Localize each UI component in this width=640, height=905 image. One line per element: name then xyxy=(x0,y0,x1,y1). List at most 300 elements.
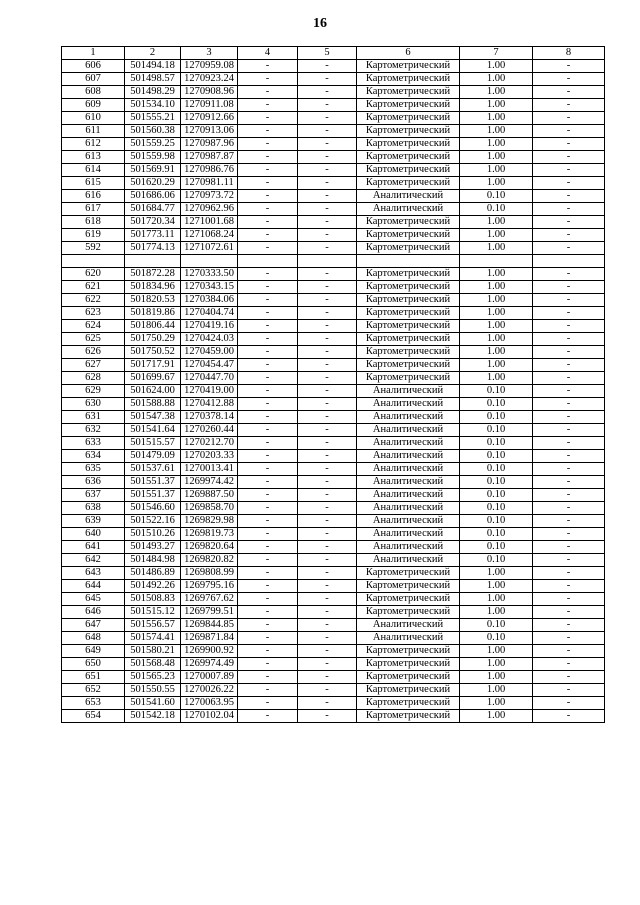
point-number-cell: 629 xyxy=(62,385,125,398)
point-number-cell xyxy=(62,255,125,268)
accuracy-cell: 1.00 xyxy=(460,229,533,242)
point-number-cell: 612 xyxy=(62,138,125,151)
col-5-cell: - xyxy=(298,476,357,489)
col-8-cell: - xyxy=(533,697,605,710)
col-4-cell: - xyxy=(238,385,298,398)
coordinate-x-cell: 501556.57 xyxy=(125,619,181,632)
point-number-cell: 630 xyxy=(62,398,125,411)
col-4-cell: - xyxy=(238,489,298,502)
coordinate-x-cell: 501717.91 xyxy=(125,359,181,372)
col-4-cell: - xyxy=(238,554,298,567)
col-4-cell: - xyxy=(238,619,298,632)
method-cell: Картометрический xyxy=(357,73,460,86)
col-4-cell: - xyxy=(238,684,298,697)
accuracy-cell: 0.10 xyxy=(460,515,533,528)
col-4-cell: - xyxy=(238,177,298,190)
table-row xyxy=(62,606,605,619)
accuracy-cell: 0.10 xyxy=(460,424,533,437)
col-4-cell: - xyxy=(238,346,298,359)
point-number-cell: 628 xyxy=(62,372,125,385)
coordinate-y-cell: 1270908.96 xyxy=(181,86,238,99)
coordinate-y-cell: 1270419.00 xyxy=(181,385,238,398)
coordinate-y-cell: 1270911.08 xyxy=(181,99,238,112)
method-cell: Картометрический xyxy=(357,60,460,73)
method-cell: Картометрический xyxy=(357,99,460,112)
col-8-cell: - xyxy=(533,450,605,463)
point-number-cell: 647 xyxy=(62,619,125,632)
method-cell: Картометрический xyxy=(357,138,460,151)
accuracy-cell: 1.00 xyxy=(460,268,533,281)
coordinate-x-cell: 501542.18 xyxy=(125,710,181,723)
coordinate-x-cell: 501569.91 xyxy=(125,164,181,177)
point-number-cell: 643 xyxy=(62,567,125,580)
col-8-cell: - xyxy=(533,619,605,632)
col-5-cell: - xyxy=(298,125,357,138)
coordinate-x-cell: 501498.29 xyxy=(125,86,181,99)
col-4-cell: - xyxy=(238,463,298,476)
col-5-cell: - xyxy=(298,281,357,294)
col-8-cell: - xyxy=(533,476,605,489)
col-5-cell: - xyxy=(298,203,357,216)
point-number-cell: 646 xyxy=(62,606,125,619)
coordinate-x-cell: 501565.23 xyxy=(125,671,181,684)
coordinate-x-cell: 501541.64 xyxy=(125,424,181,437)
point-number-cell: 609 xyxy=(62,99,125,112)
col-5-cell: - xyxy=(298,385,357,398)
point-number-cell: 637 xyxy=(62,489,125,502)
col-8-cell: - xyxy=(533,203,605,216)
accuracy-cell: 1.00 xyxy=(460,697,533,710)
coordinate-x-cell: 501806.44 xyxy=(125,320,181,333)
table-row xyxy=(62,125,605,138)
accuracy-cell: 1.00 xyxy=(460,606,533,619)
point-number-cell: 653 xyxy=(62,697,125,710)
method-cell: Аналитический xyxy=(357,190,460,203)
col-8-cell xyxy=(533,255,605,268)
coordinate-x-cell: 501498.57 xyxy=(125,73,181,86)
coordinate-y-cell: 1270923.24 xyxy=(181,73,238,86)
table-row xyxy=(62,697,605,710)
col-8-cell: - xyxy=(533,658,605,671)
coordinate-y-cell: 1270384.06 xyxy=(181,294,238,307)
col-5-cell: - xyxy=(298,619,357,632)
point-number-cell: 621 xyxy=(62,281,125,294)
point-number-cell: 633 xyxy=(62,437,125,450)
method-cell: Картометрический xyxy=(357,164,460,177)
col-4-cell: - xyxy=(238,203,298,216)
col-4-cell: - xyxy=(238,112,298,125)
method-cell: Аналитический xyxy=(357,398,460,411)
coordinate-x-cell: 501820.53 xyxy=(125,294,181,307)
coordinate-y-cell: 1270419.16 xyxy=(181,320,238,333)
col-8-cell: - xyxy=(533,463,605,476)
col-8-cell: - xyxy=(533,632,605,645)
coordinate-y-cell: 1270102.04 xyxy=(181,710,238,723)
col-8-cell: - xyxy=(533,593,605,606)
coordinate-x-cell: 501510.26 xyxy=(125,528,181,541)
col-5-cell: - xyxy=(298,268,357,281)
coordinate-x-cell: 501720.34 xyxy=(125,216,181,229)
coordinate-y-cell: 1270013.41 xyxy=(181,463,238,476)
method-cell: Картометрический xyxy=(357,658,460,671)
col-4-cell: - xyxy=(238,281,298,294)
accuracy-cell: 0.10 xyxy=(460,450,533,463)
table-row xyxy=(62,684,605,697)
method-cell: Аналитический xyxy=(357,203,460,216)
table-row xyxy=(62,619,605,632)
col-4-cell: - xyxy=(238,567,298,580)
accuracy-cell: 0.10 xyxy=(460,502,533,515)
method-cell: Картометрический xyxy=(357,671,460,684)
coordinate-x-cell: 501686.06 xyxy=(125,190,181,203)
coordinate-x-cell: 501479.09 xyxy=(125,450,181,463)
table-row xyxy=(62,164,605,177)
coordinate-x-cell: 501515.12 xyxy=(125,606,181,619)
coordinate-x-cell: 501551.37 xyxy=(125,489,181,502)
table-row xyxy=(62,567,605,580)
coordinate-y-cell xyxy=(181,255,238,268)
col-8-cell: - xyxy=(533,294,605,307)
col-4-cell: - xyxy=(238,359,298,372)
col-8-cell: - xyxy=(533,671,605,684)
accuracy-cell: 1.00 xyxy=(460,294,533,307)
coordinate-y-cell: 1269820.82 xyxy=(181,554,238,567)
accuracy-cell: 1.00 xyxy=(460,164,533,177)
table-row xyxy=(62,710,605,723)
coordinate-x-cell: 501515.57 xyxy=(125,437,181,450)
coordinate-y-cell: 1270973.72 xyxy=(181,190,238,203)
accuracy-cell xyxy=(460,255,533,268)
col-8-cell: - xyxy=(533,229,605,242)
coordinate-x-cell: 501699.67 xyxy=(125,372,181,385)
col-4-cell: - xyxy=(238,268,298,281)
coordinate-y-cell: 1270063.95 xyxy=(181,697,238,710)
accuracy-cell: 1.00 xyxy=(460,112,533,125)
point-number-cell: 627 xyxy=(62,359,125,372)
point-number-cell: 623 xyxy=(62,307,125,320)
coordinate-x-cell: 501486.89 xyxy=(125,567,181,580)
method-cell: Аналитический xyxy=(357,411,460,424)
col-4-cell: - xyxy=(238,190,298,203)
method-cell: Картометрический xyxy=(357,645,460,658)
coordinate-x-cell: 501493.27 xyxy=(125,541,181,554)
col-5-cell: - xyxy=(298,671,357,684)
table-row xyxy=(62,437,605,450)
col-8-cell: - xyxy=(533,359,605,372)
point-number-cell: 652 xyxy=(62,684,125,697)
col-4-cell: - xyxy=(238,606,298,619)
accuracy-cell: 1.00 xyxy=(460,333,533,346)
point-number-cell: 592 xyxy=(62,242,125,255)
table-row xyxy=(62,268,605,281)
point-number-cell: 613 xyxy=(62,151,125,164)
table-row xyxy=(62,515,605,528)
col-5-cell: - xyxy=(298,489,357,502)
header-row xyxy=(62,47,605,60)
accuracy-cell: 1.00 xyxy=(460,593,533,606)
accuracy-cell: 0.10 xyxy=(460,385,533,398)
table-row xyxy=(62,632,605,645)
accuracy-cell: 0.10 xyxy=(460,476,533,489)
col-8-cell: - xyxy=(533,385,605,398)
point-number-cell: 654 xyxy=(62,710,125,723)
method-cell: Картометрический xyxy=(357,320,460,333)
coordinate-y-cell: 1270987.96 xyxy=(181,138,238,151)
col-8-cell: - xyxy=(533,99,605,112)
method-cell: Картометрический xyxy=(357,307,460,320)
point-number-cell: 639 xyxy=(62,515,125,528)
method-cell xyxy=(357,255,460,268)
table-row xyxy=(62,346,605,359)
coordinate-x-cell: 501508.83 xyxy=(125,593,181,606)
coordinate-x-cell: 501574.41 xyxy=(125,632,181,645)
coordinate-x-cell: 501568.48 xyxy=(125,658,181,671)
coordinate-x-cell xyxy=(125,255,181,268)
col-4-cell: - xyxy=(238,372,298,385)
coordinate-x-cell: 501588.88 xyxy=(125,398,181,411)
col-5-cell: - xyxy=(298,710,357,723)
table-row xyxy=(62,255,605,268)
col-4-cell: - xyxy=(238,60,298,73)
col-5-cell: - xyxy=(298,216,357,229)
col-8-cell: - xyxy=(533,554,605,567)
col-4-cell: - xyxy=(238,320,298,333)
coordinate-y-cell: 1270333.50 xyxy=(181,268,238,281)
coordinate-y-cell: 1269974.42 xyxy=(181,476,238,489)
coordinate-y-cell: 1269799.51 xyxy=(181,606,238,619)
coordinate-x-cell: 501580.21 xyxy=(125,645,181,658)
col-5-cell: - xyxy=(298,229,357,242)
col-5-cell: - xyxy=(298,684,357,697)
col-4-cell: - xyxy=(238,294,298,307)
accuracy-cell: 1.00 xyxy=(460,359,533,372)
col-4-cell: - xyxy=(238,86,298,99)
coordinate-y-cell: 1269767.62 xyxy=(181,593,238,606)
coordinate-x-cell: 501547.38 xyxy=(125,411,181,424)
coordinate-x-cell: 501750.29 xyxy=(125,333,181,346)
point-number-cell: 649 xyxy=(62,645,125,658)
point-number-cell: 635 xyxy=(62,463,125,476)
point-number-cell: 607 xyxy=(62,73,125,86)
accuracy-cell: 1.00 xyxy=(460,710,533,723)
accuracy-cell: 0.10 xyxy=(460,489,533,502)
accuracy-cell: 1.00 xyxy=(460,125,533,138)
table-row xyxy=(62,424,605,437)
col-5-cell: - xyxy=(298,528,357,541)
table-row xyxy=(62,541,605,554)
accuracy-cell: 1.00 xyxy=(460,567,533,580)
method-cell: Аналитический xyxy=(357,385,460,398)
coordinate-x-cell: 501555.21 xyxy=(125,112,181,125)
accuracy-cell: 1.00 xyxy=(460,671,533,684)
col-5-cell: - xyxy=(298,632,357,645)
col-8-cell: - xyxy=(533,567,605,580)
col-8-cell: - xyxy=(533,320,605,333)
table-row xyxy=(62,151,605,164)
coordinate-y-cell: 1270212.70 xyxy=(181,437,238,450)
method-cell: Картометрический xyxy=(357,580,460,593)
point-number-cell: 644 xyxy=(62,580,125,593)
coordinate-y-cell: 1270913.06 xyxy=(181,125,238,138)
method-cell: Картометрический xyxy=(357,359,460,372)
coordinate-x-cell: 501551.37 xyxy=(125,476,181,489)
col-8-cell: - xyxy=(533,541,605,554)
accuracy-cell: 1.00 xyxy=(460,372,533,385)
col-5-cell: - xyxy=(298,697,357,710)
col-8-cell: - xyxy=(533,580,605,593)
method-cell: Картометрический xyxy=(357,684,460,697)
col-8-cell: - xyxy=(533,242,605,255)
table-row xyxy=(62,216,605,229)
header-cell-1: 1 xyxy=(62,47,125,60)
method-cell: Картометрический xyxy=(357,697,460,710)
table-row xyxy=(62,463,605,476)
header-cell-7: 7 xyxy=(460,47,533,60)
col-5-cell: - xyxy=(298,593,357,606)
method-cell: Картометрический xyxy=(357,242,460,255)
coordinate-y-cell: 1271068.24 xyxy=(181,229,238,242)
col-4-cell: - xyxy=(238,242,298,255)
method-cell: Аналитический xyxy=(357,450,460,463)
coordinate-y-cell: 1270987.87 xyxy=(181,151,238,164)
coordinate-y-cell: 1269820.64 xyxy=(181,541,238,554)
method-cell: Аналитический xyxy=(357,476,460,489)
accuracy-cell: 1.00 xyxy=(460,281,533,294)
col-5-cell: - xyxy=(298,398,357,411)
col-5-cell: - xyxy=(298,333,357,346)
col-8-cell: - xyxy=(533,398,605,411)
col-8-cell: - xyxy=(533,177,605,190)
method-cell: Картометрический xyxy=(357,294,460,307)
col-5-cell: - xyxy=(298,424,357,437)
coordinate-x-cell: 501684.77 xyxy=(125,203,181,216)
point-number-cell: 634 xyxy=(62,450,125,463)
coordinate-x-cell: 501522.16 xyxy=(125,515,181,528)
col-8-cell: - xyxy=(533,528,605,541)
col-8-cell: - xyxy=(533,411,605,424)
point-number-cell: 608 xyxy=(62,86,125,99)
col-8-cell: - xyxy=(533,164,605,177)
col-5-cell: - xyxy=(298,73,357,86)
col-5-cell: - xyxy=(298,190,357,203)
coordinate-x-cell: 501492.26 xyxy=(125,580,181,593)
col-4-cell: - xyxy=(238,333,298,346)
method-cell: Картометрический xyxy=(357,593,460,606)
point-number-cell: 651 xyxy=(62,671,125,684)
coordinate-y-cell: 1269795.16 xyxy=(181,580,238,593)
accuracy-cell: 0.10 xyxy=(460,554,533,567)
method-cell: Картометрический xyxy=(357,606,460,619)
method-cell: Аналитический xyxy=(357,541,460,554)
page-number: 16 xyxy=(313,16,327,31)
point-number-cell: 611 xyxy=(62,125,125,138)
table-row xyxy=(62,580,605,593)
coordinate-y-cell: 1269887.50 xyxy=(181,489,238,502)
table-row xyxy=(62,86,605,99)
table-row xyxy=(62,398,605,411)
table-row xyxy=(62,112,605,125)
col-8-cell: - xyxy=(533,424,605,437)
coordinate-x-cell: 501819.86 xyxy=(125,307,181,320)
method-cell: Аналитический xyxy=(357,489,460,502)
col-5-cell: - xyxy=(298,86,357,99)
col-4-cell: - xyxy=(238,593,298,606)
col-4-cell: - xyxy=(238,580,298,593)
table-row xyxy=(62,294,605,307)
coordinate-y-cell: 1270424.03 xyxy=(181,333,238,346)
point-number-cell: 638 xyxy=(62,502,125,515)
col-8-cell: - xyxy=(533,125,605,138)
table-row xyxy=(62,177,605,190)
col-4-cell: - xyxy=(238,125,298,138)
col-5-cell: - xyxy=(298,606,357,619)
col-4-cell: - xyxy=(238,138,298,151)
coordinate-y-cell: 1270454.47 xyxy=(181,359,238,372)
col-8-cell: - xyxy=(533,502,605,515)
table-body xyxy=(62,47,605,723)
header-cell-2: 2 xyxy=(125,47,181,60)
table-row xyxy=(62,385,605,398)
table-row xyxy=(62,307,605,320)
accuracy-cell: 1.00 xyxy=(460,580,533,593)
method-cell: Аналитический xyxy=(357,502,460,515)
col-5-cell: - xyxy=(298,645,357,658)
coordinate-x-cell: 501550.55 xyxy=(125,684,181,697)
col-5-cell: - xyxy=(298,580,357,593)
coordinate-x-cell: 501537.61 xyxy=(125,463,181,476)
table-row xyxy=(62,671,605,684)
accuracy-cell: 0.10 xyxy=(460,528,533,541)
coordinate-y-cell: 1270203.33 xyxy=(181,450,238,463)
col-4-cell: - xyxy=(238,697,298,710)
accuracy-cell: 1.00 xyxy=(460,73,533,86)
method-cell: Аналитический xyxy=(357,632,460,645)
point-number-cell: 610 xyxy=(62,112,125,125)
col-8-cell: - xyxy=(533,437,605,450)
point-number-cell: 645 xyxy=(62,593,125,606)
table-row xyxy=(62,450,605,463)
method-cell: Аналитический xyxy=(357,437,460,450)
point-number-cell: 636 xyxy=(62,476,125,489)
coordinate-x-cell: 501560.38 xyxy=(125,125,181,138)
method-cell: Картометрический xyxy=(357,346,460,359)
header-cell-3: 3 xyxy=(181,47,238,60)
point-number-cell: 640 xyxy=(62,528,125,541)
accuracy-cell: 0.10 xyxy=(460,541,533,554)
table-row xyxy=(62,476,605,489)
coordinate-x-cell: 501546.60 xyxy=(125,502,181,515)
accuracy-cell: 1.00 xyxy=(460,658,533,671)
col-5-cell: - xyxy=(298,138,357,151)
col-8-cell: - xyxy=(533,684,605,697)
col-5-cell: - xyxy=(298,554,357,567)
col-8-cell: - xyxy=(533,372,605,385)
col-5-cell: - xyxy=(298,307,357,320)
accuracy-cell: 0.10 xyxy=(460,398,533,411)
point-number-cell: 624 xyxy=(62,320,125,333)
col-4-cell xyxy=(238,255,298,268)
point-number-cell: 614 xyxy=(62,164,125,177)
col-8-cell: - xyxy=(533,281,605,294)
point-number-cell: 626 xyxy=(62,346,125,359)
table-row xyxy=(62,190,605,203)
accuracy-cell: 1.00 xyxy=(460,151,533,164)
table-row xyxy=(62,320,605,333)
col-4-cell: - xyxy=(238,658,298,671)
coordinate-x-cell: 501872.28 xyxy=(125,268,181,281)
col-5-cell: - xyxy=(298,567,357,580)
col-5-cell: - xyxy=(298,242,357,255)
